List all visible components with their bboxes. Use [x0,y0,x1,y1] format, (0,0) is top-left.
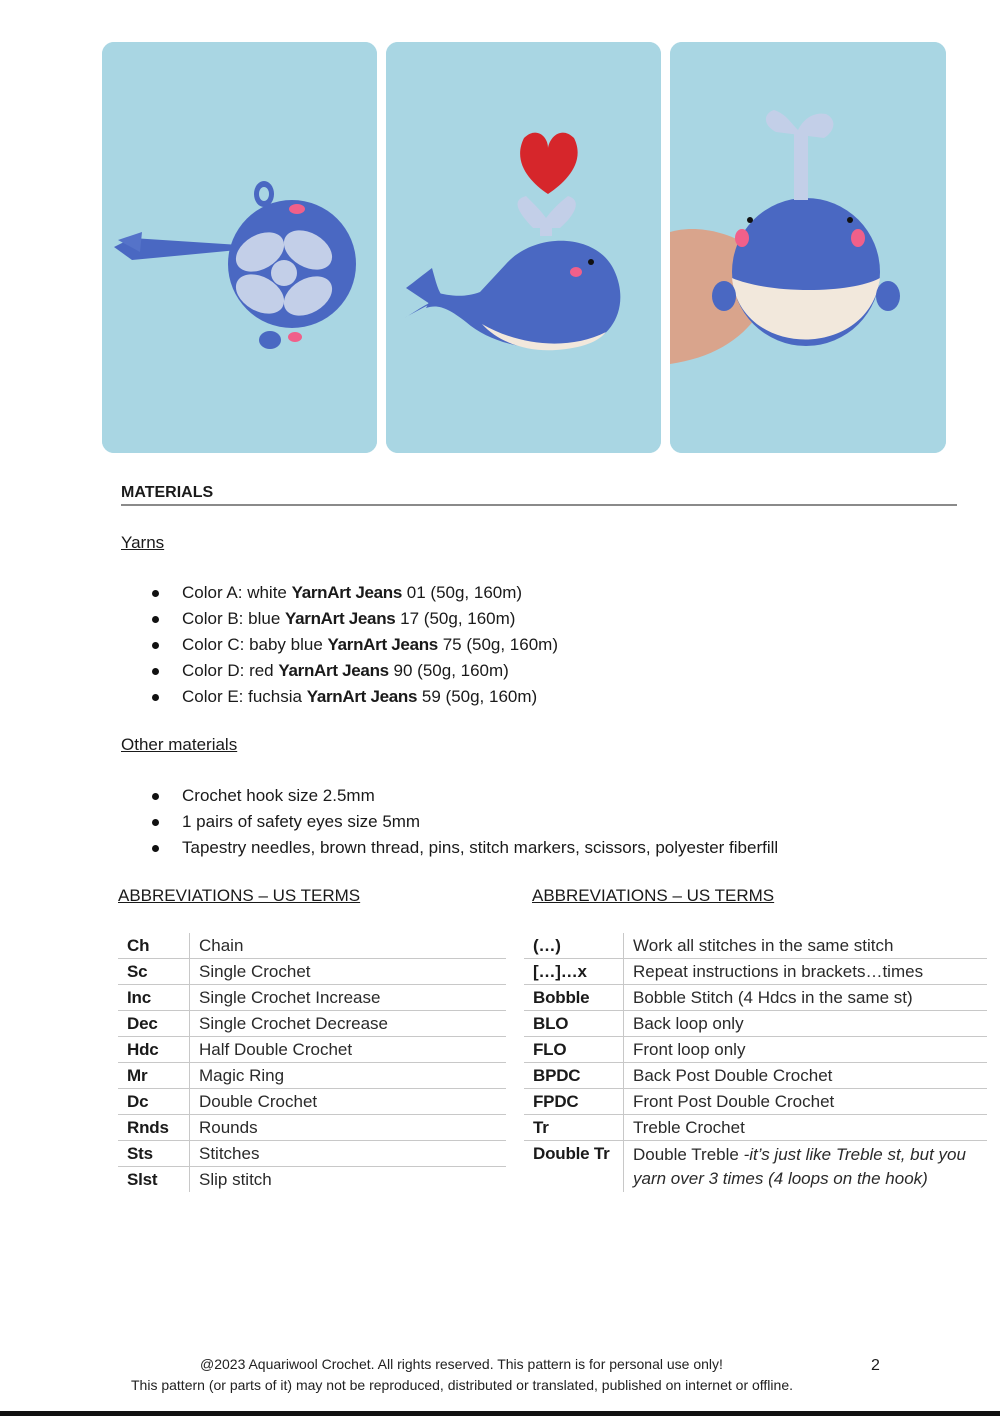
abbreviations-title-right: ABBREVIATIONS – US TERMS [532,886,775,905]
list-item: 1 pairs of safety eyes size 5mm [148,809,778,835]
list-item: Color A: white YarnArt Jeans 01 (50g, 160m) [148,580,558,606]
whale-side-view-image [386,42,661,453]
table-row: Mr Magic Ring [118,1063,506,1089]
yarns-list [148,580,558,710]
table-row: […]…x Repeat instructions in brackets…times [524,959,987,985]
table-row: Dc Double Crochet [118,1089,506,1115]
table-row: Sc Single Crochet [118,959,506,985]
materials-heading: MATERIALS [121,484,957,506]
list-item: Color B: blue YarnArt Jeans 17 (50g, 160m) [148,606,558,632]
usage-restriction-line: This pattern (or parts of it) may not be reproduced, distributed or translated, published on internet or offline. [131,1377,793,1393]
table-row: Double Tr Double Treble -it’s just like Treble st, but you yarn over 3 times (4 loops on the hook) [524,1141,987,1193]
other-materials-list [148,783,778,861]
list-item: Tapestry needles, brown thread, pins, stitch markers, scissors, polyester fiberfill [148,835,778,861]
list-item: Color D: red YarnArt Jeans 90 (50g, 160m) [148,658,558,684]
table-row: Rnds Rounds [118,1115,506,1141]
table-row: Ch Chain [118,933,506,959]
table-row: Sts Stitches [118,1141,506,1167]
yarns-heading: Yarns [121,533,165,552]
table-row: (…) Work all stitches in the same stitch [524,933,987,959]
list-item: Color C: baby blue YarnArt Jeans 75 (50g, 160m) [148,632,558,658]
table-row: Bobble Bobble Stitch (4 Hdcs in the same st) [524,985,987,1011]
bottom-border [0,1411,1000,1416]
photo-whale-top-view [102,42,377,453]
table-row: BPDC Back Post Double Crochet [524,1063,987,1089]
list-item: Crochet hook size 2.5mm [148,783,778,809]
page-number: 2 [871,1357,880,1374]
whale-front-view-image [670,42,946,453]
list-item: Color E: fuchsia YarnArt Jeans 59 (50g, 160m) [148,684,558,710]
other-materials-heading: Other materials [121,735,238,754]
table-row: BLO Back loop only [524,1011,987,1037]
table-row: Tr Treble Crochet [524,1115,987,1141]
table-row: Slst Slip stitch [118,1167,506,1193]
whale-top-view-image [102,42,377,453]
photo-whale-front-view [670,42,946,453]
abbreviations-title-left: ABBREVIATIONS – US TERMS [118,886,361,905]
table-row: FLO Front loop only [524,1037,987,1063]
abbreviations-table-right [524,933,987,1192]
table-row: Inc Single Crochet Increase [118,985,506,1011]
photo-whale-side-view [386,42,661,453]
double-treble-note: -it’s just like Treble st, but you yarn over 3 times (4 loops on the hook) [633,1144,966,1188]
copyright-line: @2023 Aquariwool Crochet. All rights reserved. This pattern is for personal use only! [200,1356,723,1372]
table-row: Dec Single Crochet Decrease [118,1011,506,1037]
table-row: Hdc Half Double Crochet [118,1037,506,1063]
table-row: FPDC Front Post Double Crochet [524,1089,987,1115]
abbreviations-table-left [118,933,506,1192]
